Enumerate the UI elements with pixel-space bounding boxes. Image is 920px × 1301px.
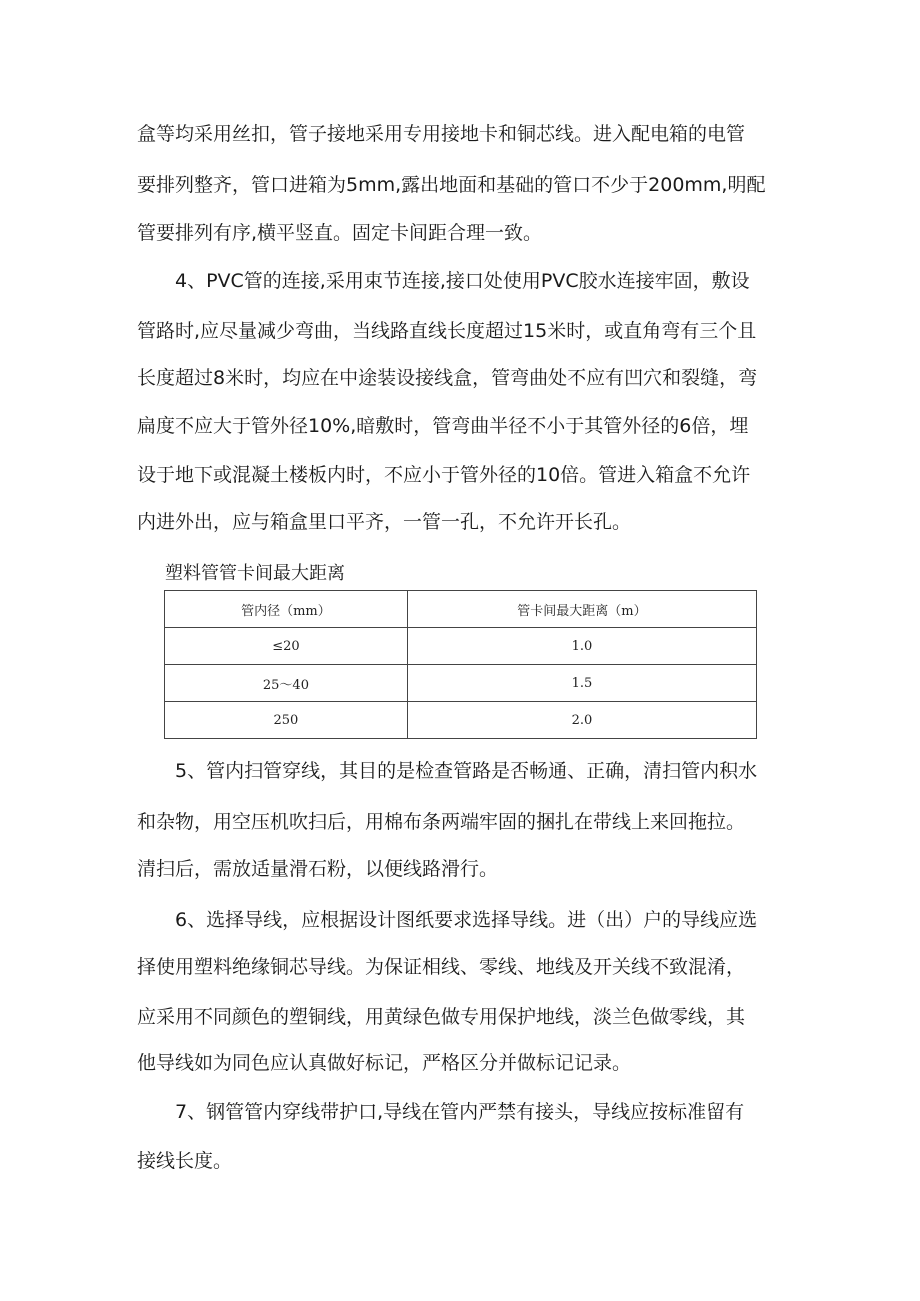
paragraph-line: 扁度不应大于管外径10%,暗敷时，管弯曲半径不小于其管外径的6倍，埋 xyxy=(137,415,749,437)
table-cell: 250 xyxy=(165,702,408,739)
table-row xyxy=(165,702,757,739)
paragraph-line: 择使用塑料绝缘铜芯导线。为保证相线、零线、地线及开关线不致混淆， xyxy=(137,956,746,978)
paragraph-line: 6、选择导线，应根据设计图纸要求选择导线。进（出）户的导线应选 xyxy=(175,909,758,931)
paragraph-line: 应采用不同颜色的塑铜线，用黄绿色做专用保护地线，淡兰色做零线，其 xyxy=(137,1006,746,1028)
paragraph-line: 管路时,应尽量减少弯曲，当线路直线长度超过15米时，或直角弯有三个且 xyxy=(137,320,757,342)
paragraph-line: 要排列整齐，管口进箱为5mm,露出地面和基础的管口不少于200mm,明配 xyxy=(137,174,766,196)
table-cell: 1.5 xyxy=(407,665,756,702)
table-cell: 25～40 xyxy=(165,665,408,702)
paragraph-line: 他导线如为同色应认真做好标记，严格区分并做标记记录。 xyxy=(137,1052,632,1074)
paragraph-line: 内进外出，应与箱盒里口平齐，一管一孔，不允许开长孔。 xyxy=(137,511,632,533)
table-header-cell: 管卡间最大距离（m） xyxy=(407,591,756,628)
paragraph-line: 7、钢管管内穿线带护口,导线在管内严禁有接头，导线应按标准留有 xyxy=(175,1101,745,1123)
table-row xyxy=(165,665,757,702)
paragraph-line: 4、PVC管的连接,采用束节连接,接口处使用PVC胶水连接牢固，敷设 xyxy=(175,270,750,292)
paragraph-line: 5、管内扫管穿线，其目的是检查管路是否畅通、正确，清扫管内积水 xyxy=(175,760,758,782)
table-cell: 1.0 xyxy=(407,628,756,665)
paragraph-line: 接线长度。 xyxy=(137,1150,233,1172)
paragraph-line: 长度超过8米时，均应在中途装设接线盒，管弯曲处不应有凹穴和裂缝，弯 xyxy=(137,367,758,389)
paragraph-line: 管要排列有序,横平竖直。固定卡间距合理一致。 xyxy=(137,222,543,244)
paragraph-line: 和杂物，用空压机吹扫后，用棉布条两端牢固的捆扎在带线上来回拖拉。 xyxy=(137,811,746,833)
table-header-row xyxy=(165,591,757,628)
table-header-cell: 管内径（mm） xyxy=(165,591,408,628)
table-cell: 2.0 xyxy=(407,702,756,739)
table-row xyxy=(165,628,757,665)
pipe-clip-distance-table xyxy=(164,590,757,739)
table-cell: ≤20 xyxy=(165,628,408,665)
paragraph-line: 清扫后，需放适量滑石粉，以便线路滑行。 xyxy=(137,858,499,880)
paragraph-line: 设于地下或混凝土楼板内时，不应小于管外径的10倍。管进入箱盒不允许 xyxy=(137,464,751,486)
table-caption: 塑料管管卡间最大距离 xyxy=(165,563,345,584)
paragraph-line: 盒等均采用丝扣，管子接地采用专用接地卡和铜芯线。进入配电箱的电管 xyxy=(137,123,746,145)
